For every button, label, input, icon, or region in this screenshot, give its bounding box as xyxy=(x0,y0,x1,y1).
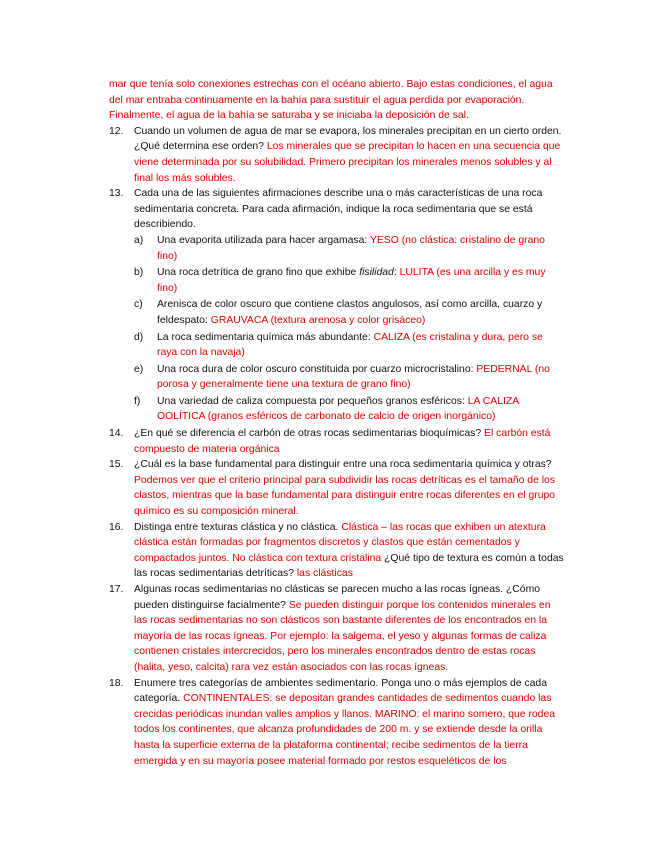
sub-item-letter: f) xyxy=(134,395,141,407)
sub-item-question: Una roca detrítica de grano fino que exhibe xyxy=(157,267,357,279)
question-18 xyxy=(109,676,565,770)
question-text: Enumere tres categorías de ambientes sedimentario. Ponga uno o más ejemplos de cada categoría. xyxy=(134,677,547,705)
question-text: Cuando un volumen de agua de mar se evapora, los minerales precipitan en un cierto orden. ¿Qué determina ese orden? xyxy=(134,125,562,153)
intro-answer-continuation: mar que tenía solo conexiones estrechas con el océano abierto. Bajo estas condiciones, el agua del mar entraba continuamente en la bahía para sustituir el agua perdida por evaporación. Finalmente, el agua de la bahía se saturaba y se iniciaba la deposición de sal. xyxy=(109,79,553,122)
answer-text: Los minerales que se precipitan lo hacen en una secuencia que viene determinada por su solubilidad. Primero precipitan los minerales menos solubles y al final los más solubles. xyxy=(134,141,561,184)
sub-item-question: Arenisca de color oscuro que contiene clastos angulosos, así como arcilla, cuarzo y feldespato: xyxy=(157,299,543,326)
answer-text-followup: las clásticas xyxy=(296,568,353,580)
sub-item-answer: CALIZA (es cristalina y dura, pero se raya con la navaja) xyxy=(157,331,543,359)
question-17 xyxy=(109,582,565,676)
question-text: Distinga entre texturas clástica y no clástica. xyxy=(134,521,339,533)
sub-item-b xyxy=(109,265,565,296)
sub-item-answer: GRAUVACA (textura arenosa y color grisáceo) xyxy=(210,314,426,326)
question-number: 12. xyxy=(109,125,124,137)
sub-item-answer: LA CALIZA OOLÍTICA (granos esféricos de carbonato de calcio de origen inorgánico) xyxy=(157,395,519,423)
sub-item-letter: c) xyxy=(134,299,143,311)
sub-item-letter: a) xyxy=(134,234,144,246)
sub-item-question: Una variedad de caliza compuesta por pequeños granos esféricos: xyxy=(157,395,465,407)
sub-item-question: Una evaporita utilizada para hacer argamasa: xyxy=(157,234,368,246)
question-number: 16. xyxy=(109,521,124,533)
sub-item-c xyxy=(109,297,565,328)
sub-item-f xyxy=(109,394,565,425)
question-12 xyxy=(109,124,565,186)
sub-item-question: La roca sedimentaria química más abundante: xyxy=(157,331,371,343)
sub-item-answer: YESO (no clástica: cristalino de grano fino) xyxy=(157,234,545,262)
question-number: 18. xyxy=(109,677,124,689)
question-text: Cada una de las siguientes afirmaciones describe una o más características de una roca sedimentaria concreta. Para cada afirmación, indique la roca sedimentaria que se está describiendo. xyxy=(134,188,543,231)
question-15 xyxy=(109,457,565,519)
answer-text: Podemos ver que el criterio principal para subdividir las rocas detríticas es el tamaño de los clastos, mientras que la base fundamental para distinguir entre rocas diferentes en el grupo químico es su composición mineral. xyxy=(134,474,556,518)
question-text: Algunas rocas sedimentarias no clásticas se parecen mucho a las rocas ígneas. ¿Cómo pueden distinguirse facialmente? xyxy=(134,584,541,611)
answer-text: Se pueden distinguir porque los contenidos minerales en las rocas sedimentarias no son clásticos son bastante diferentes de los encontrados en la mayoría de las rocas ígneas. Por ejemplo: la salgema, el yeso y algunas formas de caliza contienen cristales intercrecidos, pero los minerales encontrados dentro de estas rocas (halita, yeso, calcita) rara vez están asociados con las rocas ígneas. xyxy=(134,599,551,673)
question-13 xyxy=(109,186,565,233)
sub-item-e xyxy=(109,362,565,393)
question-16 xyxy=(109,520,565,582)
sub-item-colon: : xyxy=(393,267,397,279)
sub-item-letter: d) xyxy=(134,331,144,343)
answer-text: Clástica – las rocas que exhiben un atextura clástica están formadas por fragmentos discretos y clastos que están cementados y compactados juntos. No clástica con textura cristalina xyxy=(134,521,546,564)
question-number: 17. xyxy=(109,584,124,595)
document-body xyxy=(109,77,565,769)
question-number: 13. xyxy=(109,188,124,200)
sub-item-question: Una roca dura de color oscuro constituida por cuarzo microcristalino: xyxy=(157,363,474,375)
sub-item-answer: LULITA (es una arcilla y es muy fino) xyxy=(157,267,546,294)
question-text-followup: ¿Qué tipo de textura es común a todas las rocas sedimentarias detríticas? xyxy=(134,552,564,580)
answer-text: El carbón está compuesto de materia orgánica xyxy=(134,428,551,455)
question-14 xyxy=(109,426,565,457)
sub-item-italic-term: fisilidad xyxy=(359,267,394,279)
sub-item-a xyxy=(109,233,565,264)
sub-item-d xyxy=(109,330,565,361)
sub-item-letter: b) xyxy=(134,267,144,279)
question-text: ¿Cuál es la base fundamental para distinguir entre una roca sedimentaria química y otras? xyxy=(134,459,552,471)
sub-item-answer: PEDERNAL (no porosa y generalmente tiene una textura de grano fino) xyxy=(157,363,550,391)
answer-text: CONTINENTALES: se depositan grandes cantidades de sedimentos cuando las crecidas periódicas inundan valles amplios y llanos. MARINO: el marino somero, que rodea todos los continentes, que alcanza profundidades de 200 m. y se extiende desde la orilla hasta la superficie externa de la plataforma continental; recibe sedimentos de la tierra emergida y en su mayoría posee material formado por restos esqueléticos de los xyxy=(134,693,556,767)
question-number: 14. xyxy=(109,428,124,440)
question-text: ¿En qué se diferencia el carbón de otras rocas sedimentarias bioquímicas? xyxy=(134,428,482,440)
question-number: 15. xyxy=(109,459,124,471)
sub-item-letter: e) xyxy=(134,363,144,375)
